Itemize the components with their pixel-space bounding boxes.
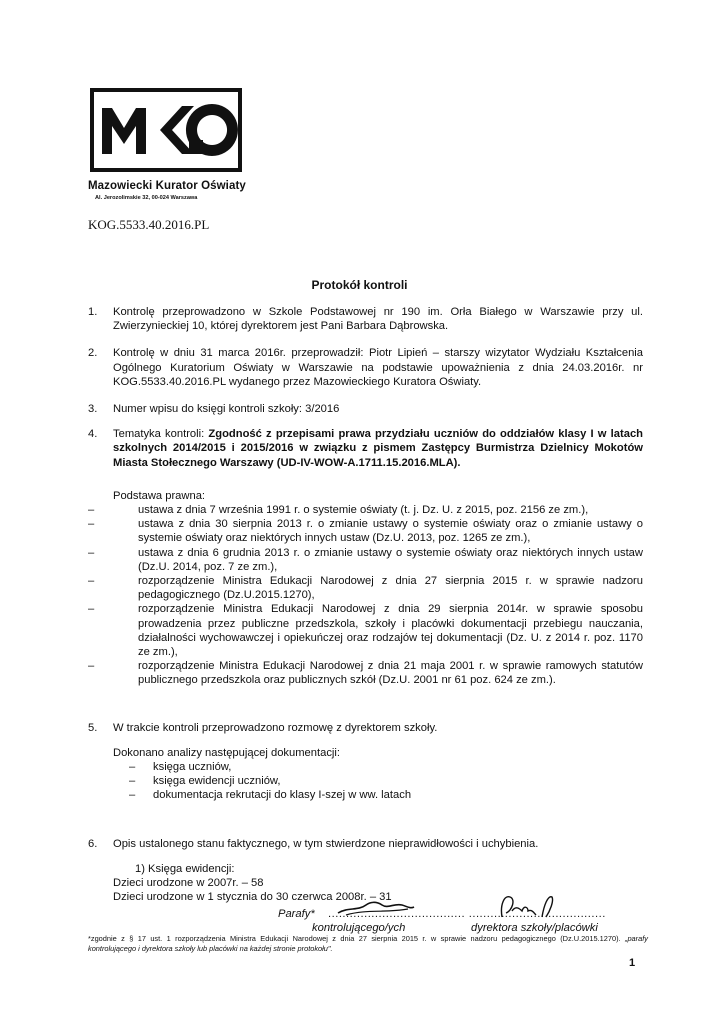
section-5 [88, 721, 643, 735]
section-text: Kontrolę w dniu 31 marca 2016r. przeprowadził: Piotr Lipień – starszy wizytator Wydziału Kształcenia Ogólnego Kuratorium Oświaty w Warszawie na podstawie upoważnienia z dnia 24.03.2016r. nr KOG.5533.40.2016.PL wydanego przez Mazowieckiego Kuratora Oświaty. [113, 347, 643, 388]
list-item: – rozporządzenie Ministra Edukacji Narodowej z dnia 27 sierpnia 2015 r. w sprawie nadzoru pedagogicznego (Dz.U.2015.1270), [88, 574, 643, 602]
list-item: – dokumentacja rekrutacji do klasy I-szej w ww. latach [113, 788, 643, 802]
section-number: 6. [88, 837, 98, 850]
topic-bold: Zgodność z przepisami prawa przydziału uczniów do oddziałów klasy I w latach szkolnych 2014/2015 i 2015/2016 w związku z pismem Zastępcy Burmistrza Dzielnicy Mokotów Miasta Stołecznego Warszawy (UD-IV-WOW-A.1711.15.2016.MLA). [113, 428, 643, 469]
topic-lead: Tematyka kontroli: [113, 428, 209, 441]
mko-logo-icon [94, 92, 238, 168]
documents-list [113, 760, 643, 803]
initials-label: Parafy* [278, 907, 315, 920]
section-text [113, 427, 643, 470]
section-number: 2. [88, 347, 98, 360]
section-text: Numer wpisu do księgi kontroli szkoły: 3/2016 [113, 403, 340, 416]
section-text: Kontrolę przeprowadzono w Szkole Podstawowej nr 190 im. Orła Białego w Warszawie przy ul. Zwierzynieckiej 10, której dyrektorem jest Pani Barbara Dąbrowska. [113, 306, 643, 333]
analysis-block [113, 746, 643, 803]
list-item: – rozporządzenie Ministra Edukacji Narodowej z dnia 29 sierpnia 2014r. w sprawie sposobu prowadzenia przez publiczne przedszkola, szkoły i placówki dokumentacji przebiegu nauczania, działalności wychowawczej i opiekuńczej oraz rodzajów tej dokumentacji (Dz. U. z 2014 r. poz. 1170 ze zm.), [88, 602, 643, 659]
legal-basis-label: Podstawa prawna: [113, 489, 206, 502]
director-role: dyrektora szkoły/placówki [471, 921, 598, 934]
director-signature-icon [498, 891, 558, 921]
list-item: – księga ewidencji uczniów, [113, 774, 643, 788]
institution-name: Mazowiecki Kurator Oświaty [88, 180, 246, 192]
page-number: 1 [629, 957, 636, 969]
footnote [88, 934, 648, 954]
section-text: Opis ustalonego stanu faktycznego, w tym stwierdzone nieprawidłowości i uchybienia. [113, 837, 539, 850]
list-item: – rozporządzenie Ministra Edukacji Narodowej z dnia 21 maja 2001 r. w sprawie ramowych statutów publicznego przedszkola oraz publicznych szkół (Dz.U. 2001 nr 61 poz. 624 ze zm.). [88, 659, 643, 687]
document-body [88, 305, 643, 939]
legal-basis [113, 489, 643, 688]
institution-address: Al. Jerozolimskie 32, 00-024 Warszawa [95, 195, 198, 201]
section-number: 4. [88, 428, 98, 441]
section-text: W trakcie kontroli przeprowadzono rozmowę z dyrektorem szkoły. [113, 721, 438, 734]
analysis-label: Dokonano analizy następującej dokumentacji: [113, 746, 341, 759]
sub-heading: 1) Księga ewidencji: [135, 862, 235, 875]
list-item: – ustawa z dnia 30 sierpnia 2013 r. o zmianie ustawy o systemie oświaty oraz o zmianie ustawy o systemie oświaty oraz niektórych innych ustaw (Dz.U. 2013, poz. 1265 ze zm.), [88, 517, 643, 545]
list-item: – ustawa z dnia 7 września 1991 r. o systemie oświaty (t. j. Dz. U. z 2015, poz. 2156 ze zm.), [88, 503, 643, 517]
reference-number: KOG.5533.40.2016.PL [88, 217, 210, 232]
section-2 [88, 346, 643, 389]
section-3 [88, 402, 643, 416]
section-6 [88, 837, 643, 851]
section-number: 5. [88, 721, 98, 734]
section-1 [88, 305, 643, 333]
inspector-role: kontrolującego/ych [312, 921, 406, 934]
inspector-signature-icon [336, 897, 416, 919]
section-number: 3. [88, 403, 98, 416]
list-item: – ustawa z dnia 6 grudnia 2013 r. o zmianie ustawy o systemie oświaty oraz niektórych innych ustaw (Dz.U. 2014, poz. 7 ze zm.), [88, 546, 643, 574]
section-4 [88, 427, 643, 470]
mko-logo [90, 88, 242, 172]
footnote-italic: „parafy kontrolującego i dyrektora szkoły lub placówki na każdej stronie protokołu". [88, 934, 648, 953]
fact-line: Dzieci urodzone w 2007r. – 58 [113, 877, 264, 890]
document-title: Protokół kontroli [311, 278, 408, 292]
fact-line: Dzieci urodzone w 1 stycznia do 30 czerwca 2008r. – 31 [113, 891, 392, 904]
list-item: – księga uczniów, [113, 760, 643, 774]
signature-dots: ...................................... ...................................... [328, 907, 606, 920]
legal-basis-list [113, 503, 643, 688]
section-number: 1. [88, 306, 98, 318]
footnote-main: *zgodnie z § 17 ust. 1 rozporządzenia Ministra Edukacji Narodowej z dnia 27 sierpnia 2015 r. w sprawie nadzoru pedagogicznego (Dz.U.2015.1270). [88, 934, 625, 943]
